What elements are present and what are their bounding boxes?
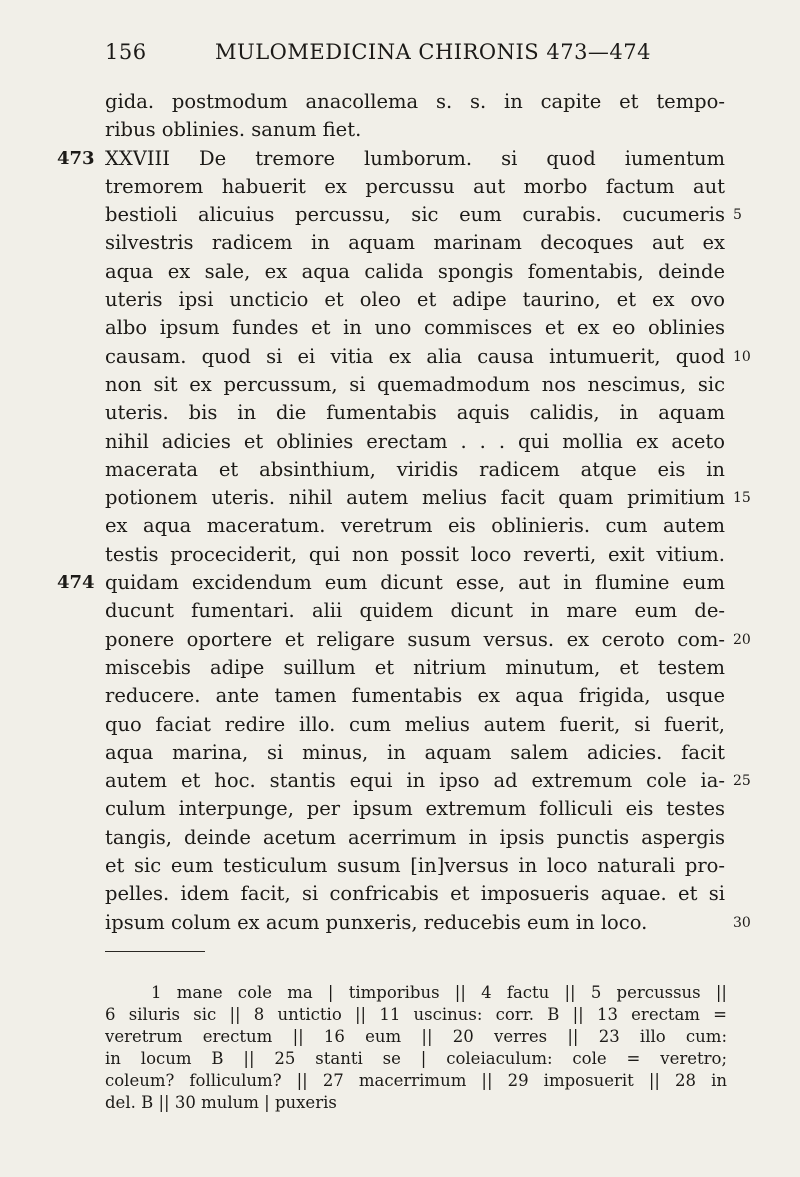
text-line (105, 767, 751, 795)
line-number: 25 (733, 773, 751, 790)
text-line (105, 739, 725, 767)
page-number: 156 (105, 40, 147, 64)
text-line-content: causam. quod si ei vitia ex alia causa intumuerit, quod (105, 344, 725, 368)
text-line-content: ducunt fumentari. alii quidem dicunt in mare eum de- (105, 599, 725, 623)
main-text (57, 88, 751, 937)
text-line (105, 88, 725, 116)
text-line (105, 512, 725, 540)
text-line-content: aqua marina, si minus, in aquam salem adicies. facit (105, 740, 725, 764)
text-line-content: tremorem habuerit ex percussu aut morbo factum aut (105, 174, 725, 198)
text-line-content: potionem uteris. nihil autem melius facit quam primitium (105, 486, 725, 510)
text-line (105, 711, 725, 739)
text-line-content: ipsum colum ex acum punxeris, reducebis eum in loco. (105, 910, 648, 934)
text-line-content: quidam excidendum eum dicunt esse, aut in flumine eum (105, 571, 725, 595)
text-line-content: gida. postmodum anacollema s. s. in capite et tempo- (105, 90, 725, 113)
line-number: 15 (733, 490, 751, 507)
text-line (105, 626, 751, 654)
footnote-line-content: 6 siluris sic || 8 untictio || 11 uscinus: corr. B || 13 erectam = (105, 1005, 727, 1024)
line-number: 10 (733, 348, 751, 365)
text-line-content: nihil adicies et oblinies erectam . . . qui mollia ex aceto (105, 429, 725, 453)
text-line-content: silvestris radicem in aquam marinam decoques aut ex (105, 231, 725, 255)
footnote-line (105, 982, 727, 1004)
text-line (105, 173, 725, 201)
running-title: MULOMEDICINA CHIRONIS 473—474 (215, 40, 652, 64)
text-line-content: uteris ipsi uncticio et oleo et adipe taurino, et ex ovo (105, 288, 725, 312)
text-line (105, 428, 725, 456)
text-line-content: pelles. idem facit, si confricabis et imposueris aquae. et si (105, 882, 725, 906)
footnote-line-content: in locum B || 25 stanti se | coleiaculum: cole = veretro; (105, 1049, 727, 1068)
text-line (105, 314, 725, 342)
running-head (105, 40, 725, 70)
text-line (105, 541, 725, 569)
footnote-line-content: veretrum erectum || 16 eum || 20 verres || 23 illo cum: (105, 1027, 727, 1046)
line-number: 20 (733, 631, 751, 648)
critical-apparatus (105, 982, 727, 1114)
text-line-content: ponere oportere et religare susum versus. ex ceroto com- (105, 627, 725, 651)
section-number: 473 (57, 147, 95, 169)
line-number: 5 (733, 207, 742, 224)
text-line (57, 569, 725, 597)
text-line-content: et sic eum testiculum susum [in]versus in loco naturali pro- (105, 854, 725, 878)
text-line-content: reducere. ante tamen fumentabis ex aqua frigida, usque (105, 684, 725, 708)
footnote-rule (105, 951, 205, 952)
text-line-content: uteris. bis in die fumentabis aquis calidis, in aquam (105, 401, 725, 425)
footnote-line (105, 1070, 727, 1092)
text-line (105, 116, 725, 144)
text-line-content: non sit ex percussum, si quemadmodum nos nescimus, sic (105, 372, 725, 396)
text-line (105, 229, 725, 257)
text-line (105, 909, 751, 937)
text-line-content: testis proceciderit, qui non possit loco reverti, exit vitium. (105, 542, 725, 566)
footnote-line (105, 1048, 727, 1070)
text-line-content: macerata et absinthium, viridis radicem atque eis in (105, 457, 725, 481)
section-number: 474 (57, 572, 95, 594)
text-line (105, 201, 742, 229)
text-line (105, 456, 725, 484)
text-line (57, 145, 725, 173)
text-line (105, 852, 725, 880)
text-line (105, 597, 725, 625)
text-line-content: ex aqua maceratum. veretrum eis oblinieris. cum autem (105, 514, 725, 538)
footnote-line (105, 1092, 727, 1114)
text-line-content: culum interpunge, per ipsum extremum folliculi eis testes (105, 797, 725, 821)
footnote-line (105, 1004, 727, 1026)
text-line (105, 286, 725, 314)
text-line-content: aqua ex sale, ex aqua calida spongis fomentabis, deinde (105, 259, 725, 283)
text-line-content: XXVIII De tremore lumborum. si quod iumentum (105, 146, 725, 170)
footnote-line-content: del. B || 30 mulum | puxeris (105, 1093, 337, 1112)
footnote-line (105, 1026, 727, 1048)
text-line (105, 654, 725, 682)
text-line (105, 399, 725, 427)
text-line (105, 484, 751, 512)
text-line-content: albo ipsum fundes et in uno commisces et ex eo oblinies (105, 316, 725, 340)
text-line-content: ribus oblinies. sanum fiet. (105, 118, 362, 142)
text-line (105, 682, 725, 710)
text-line (105, 258, 725, 286)
text-line (105, 371, 725, 399)
footnote-line-content: coleum? folliculum? || 27 macerrimum || 29 imposuerit || 28 in (105, 1071, 727, 1090)
line-number: 30 (733, 914, 751, 931)
text-line-content: miscebis adipe suillum et nitrium minutum, et testem (105, 655, 725, 679)
text-line-content: autem et hoc. stantis equi in ipso ad extremum cole ia- (105, 769, 725, 793)
text-line-content: quo faciat redire illo. cum melius autem fuerit, si fuerit, (105, 712, 725, 736)
text-line-content: bestioli alicuius percussu, sic eum curabis. cucumeris (105, 203, 725, 227)
text-line (105, 880, 725, 908)
text-line (105, 824, 725, 852)
text-line (105, 795, 725, 823)
text-line (105, 343, 751, 371)
footnote-line-content: 1 mane cole ma | timporibus || 4 factu || 5 percussus || (151, 983, 727, 1002)
text-line-content: tangis, deinde acetum acerrimum in ipsis punctis aspergis (105, 825, 725, 849)
